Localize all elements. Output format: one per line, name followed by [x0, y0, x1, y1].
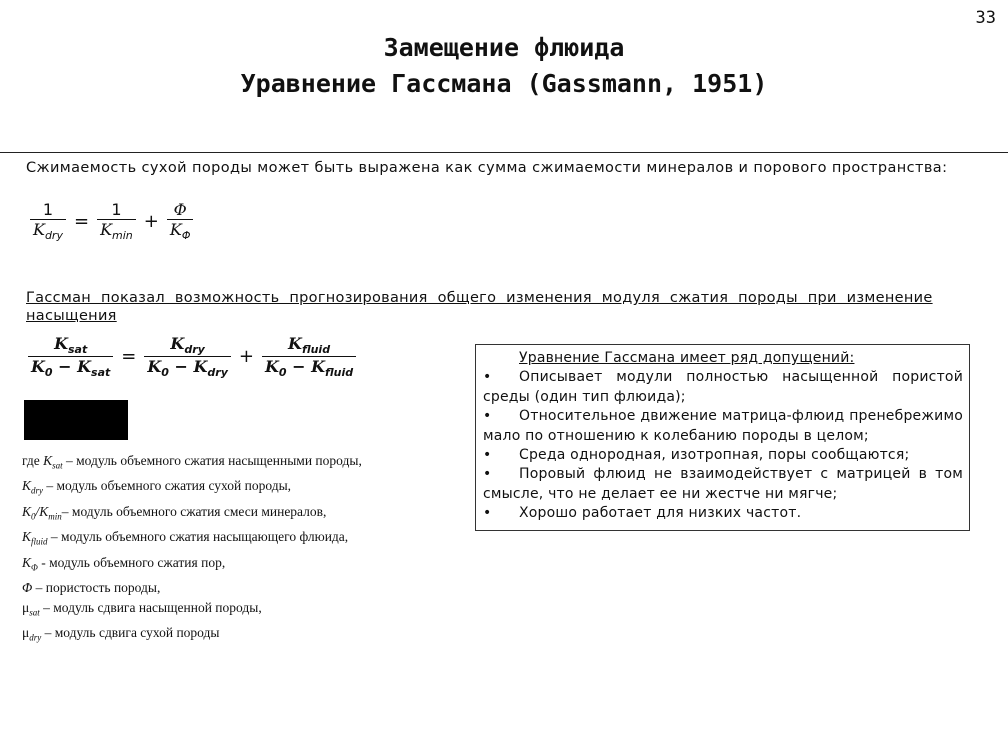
definition-line: $K_\Phi$ - модуль объемного сжатия пор, — [22, 554, 226, 573]
redacted-box — [24, 400, 128, 440]
dry-compressibility-equation: $\frac{1}{K_{dry}}$ = $\frac{1}{K_{min}}$ + $\frac{\Phi}{K_\Phi}$ — [28, 200, 195, 242]
assumption-item: • Хорошо работает для низких частот. — [483, 505, 802, 522]
title-divider — [0, 152, 1008, 153]
fraction-fluid: $\frac{K_{fluid}}{K_0 - K_{fluid}}$ — [262, 334, 356, 379]
fraction-dry: $\frac{K_{dry}}{K_0 - K_{dry}}$ — [144, 334, 231, 379]
definition-line: $\mu_{dry}$ – модуль сдвига сухой породы — [22, 625, 220, 643]
definition-line: $K_{dry}$ – модуль объемного сжатия сухой породы, — [22, 478, 292, 497]
title-line-1: Замещение флюида — [383, 33, 625, 62]
assumption-item: • Описывает модули полностью насыщенной пористой среды (один тип флюида); — [483, 369, 963, 405]
gassmann-equation: $\frac{K_{sat}}{K_0 - K_{sat}}$ = $\frac{K_{dry}}{K_0 - K_{dry}}$ + $\frac{K_{fluid}}{K_0 - K_{fluid}}$ — [26, 334, 358, 379]
assumptions-heading: Уравнение Гассмана имеет ряд допущений: — [519, 350, 855, 366]
page-title — [0, 30, 1008, 102]
fraction-phi-kphi: $\frac{\Phi}{K_\Phi}$ — [167, 200, 194, 242]
definition-line: $\mu_{sat}$ – модуль сдвига насыщенной породы, — [22, 599, 262, 618]
definition-line: $K_{fluid}$ – модуль объемного сжатия насыщающего флюида, — [22, 529, 349, 547]
definition-line: Φ – пористость породы, — [22, 579, 161, 595]
assumption-item: • Среда однородная, изотропная, поры сообщаются; — [483, 447, 910, 464]
fraction-1-kdry: $\frac{1}{K_{dry}}$ — [30, 200, 66, 242]
assumption-item: • Относительное движение матрица-флюид пренебрежимо мало по отношению к колебанию породы в целом; — [483, 408, 963, 444]
definition-line: $K_0/K_{min}-$ модуль объемного сжатия смеси минералов, — [22, 503, 327, 522]
intro-text: Сжимаемость сухой породы может быть выражена как сумма сжимаемости минералов и порового пространства: — [26, 160, 948, 176]
symbol-definitions — [22, 451, 362, 648]
page-number: 33 — [975, 8, 996, 28]
title-line-2: Уравнение Гассмана (Gassmann, 1951) — [240, 69, 768, 98]
fraction-sat: $\frac{K_{sat}}{K_0 - K_{sat}}$ — [28, 334, 113, 379]
gassman-statement: Гассман показал возможность прогнозирования общего изменения модуля сжатия породы при изменение насыщения — [26, 290, 933, 324]
assumptions-box — [475, 344, 970, 531]
assumption-item: • Поровый флюид не взаимодействует с матрицей в том смысле, что не делает ее ни жестче ни мягче; — [483, 466, 963, 502]
fraction-1-kmin: $\frac{1}{K_{min}}$ — [97, 200, 136, 242]
definition-line: где $K_{sat}$ – модуль объемного сжатия насыщенными породы, — [22, 453, 362, 471]
